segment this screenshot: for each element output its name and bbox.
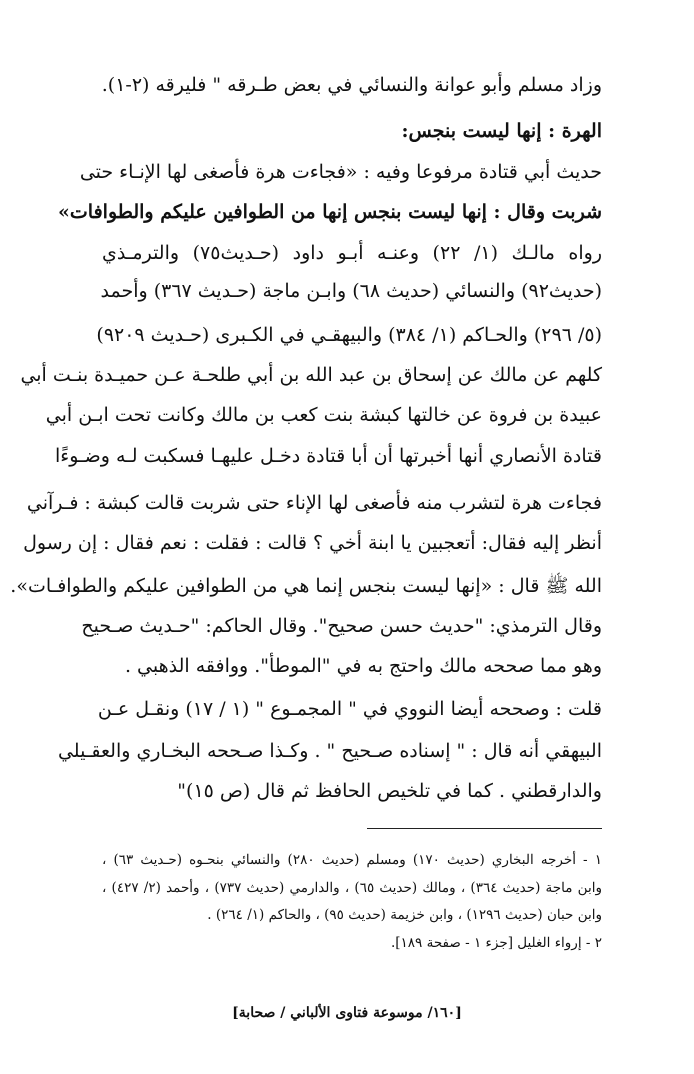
footnote-line: ١ - أخرجه البخاري (حديث ١٧٠) ومسلم (حديث ٢٨٠) والنسائي بنحـوه (حـديث ٦٣) ،: [102, 852, 602, 868]
body-line: والدارقطني . كما في تلخيص الحافظ ثم قال (ص ١٥)": [177, 780, 602, 802]
body-line: الله ﷺ قال : «إنها ليست بنجس إنما هي من الطوافين عليكم والطوافـات».: [10, 575, 602, 597]
body-line: (٥/ ٢٩٦) والحـاكم (١/ ٣٨٤) والبيهقـي في الكـبرى (حـديث ٩٢٠٩): [96, 324, 602, 346]
body-line: فجاءت هرة لتشرب منه فأصغى لها الإناء حتى شربت قالت كبشة : فـرآني: [26, 492, 602, 514]
body-line: الهرة : إنها ليست بنجس:: [401, 120, 602, 142]
body-line: حديث أبي قتادة مرفوعا وفيه : «فجاءت هرة فأصغى لها الإنـاء حتى: [79, 161, 602, 183]
body-line: وهو مما صححه مالك واحتج به في "الموطأ". ووافقه الذهبي .: [124, 655, 602, 677]
body-line: أنظر إليه فقال: أتعجبين يا ابنة أخي ؟ قالت : فقلت : نعم فقال : إن رسول: [23, 532, 602, 554]
body-line: قتادة الأنصاري أنها أخبرتها أن أبا قتادة دخـل عليهـا فسكبت لـه وضـوءًا: [55, 445, 602, 467]
page-footer: [١٦٠/ موسوعة فتاوى الألباني / صحابة]: [232, 1005, 462, 1021]
footnote-divider: [367, 828, 602, 829]
body-line: شربت وقال : إنها ليست بنجس إنها من الطوافين عليكم والطوافات»: [58, 201, 602, 223]
body-line: رواه مالـك (١/ ٢٢) وعنـه أبـو داود (حـديث٧٥) والترمـذي: [102, 242, 602, 264]
footnote-line: وابن ماجة (حديث ٣٦٤) ، ومالك (حديث ٦٥) ، والدارمي (حديث ٧٣٧) ، وأحمد (٢/ ٤٢٧) ،: [102, 880, 602, 896]
body-line: عبيدة بن فروة عن خالتها كبشة بنت كعب بن مالك وكانت تحت ابـن أبي: [45, 404, 602, 426]
body-line: (حديث٩٢) والنسائي (حديث ٦٨) وابـن ماجة (حـديث ٣٦٧) وأحمد: [100, 280, 602, 302]
body-line: كلهم عن مالك عن إسحاق بن عبد الله بن أبي طلحـة عـن حميـدة بنـت أبي: [20, 364, 602, 386]
body-line: البيهقي أنه قال : " إسناده صـحيح " . وكـذا صـححه البخـاري والعقـيلي: [57, 740, 602, 762]
body-line: وزاد مسلم وأبو عوانة والنسائي في بعض طـرقه " فليرقه (٢-١).: [101, 74, 602, 96]
body-line: وقال الترمذي: "حديث حسن صحيح". وقال الحاكم: "حـديث صـحيح: [81, 615, 602, 637]
footnote-line: وابن حبان (حديث ١٢٩٦) ، وابن خزيمة (حديث ٩٥) ، والحاكم (١/ ٢٦٤) .: [207, 907, 602, 923]
footnote-line: ٢ - إرواء الغليل [جزء ١ - صفحة ١٨٩].: [390, 935, 602, 951]
body-line: قلت : وصححه أيضا النووي في " المجمـوع " (١ / ١٧) ونقـل عـن: [97, 698, 602, 720]
